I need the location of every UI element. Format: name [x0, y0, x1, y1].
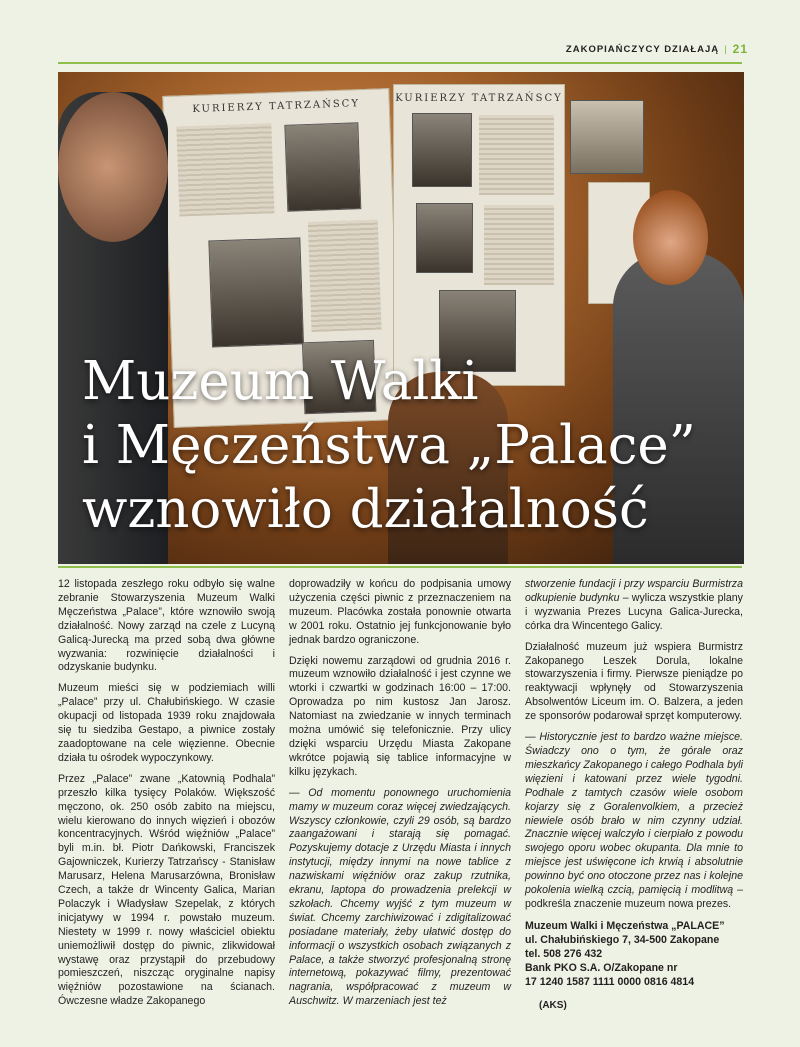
- quote-paragraph: — Od momentu ponownego uruchomienia mamy w muzeum coraz więcej zwiedzających. Wszyscy członkowie, czyli 29 osób, są bardzo zaangażowani i starają się pomagać. Pozyskujemy dotacje z Urzędu Miasta i innych instytucji, między innymi na nowe tablice z nazwiskami więźniów oraz zakup rzutnika, ekranu, laptopa do prowadzenia prelekcji w szkołach. Chcemy wyjść z tym muzeum w świat. Chcemy zarchiwizować i zdigitalizować posiadane materiały, żeby ułatwić dostęp do informacji o wszystkich osobach związanych z Palace, a także stworzyć profesjonalną stronę internetową, pokazywać filmy, prezentować nagrania, współpracować z muzeum w Auschwitz. W marzeniach jest też: [289, 786, 511, 1008]
- title-line-2: i Męczeństwa „Palace”: [82, 415, 696, 476]
- board-left-title: KURIERZY TATRZAŃSCY: [192, 98, 361, 116]
- paragraph: Działalność muzeum już wspiera Burmistrz Zakopanego Leszek Dorula, lokalne stowarzyszenia i firmy. Pierwsze pieniądze po reaktywacji wpłynęły od Stowarzyszenia Absolwentów Liceum im. O. Balzera, a jeden ze sponsorów podarował sprzęt komputerowy.: [525, 640, 743, 723]
- board-right-text: [479, 115, 554, 195]
- article-title: [82, 350, 722, 542]
- attribution-text: – podkreśla znaczenie muzeum nowa prezes.: [525, 884, 743, 910]
- title-line-1: Muzeum Walki: [82, 351, 479, 412]
- board-right-title: KURIERZY TATRZAŃSCY: [395, 93, 563, 104]
- exhibit-board-right: [393, 84, 565, 386]
- article-column-2: [289, 578, 511, 1016]
- photo-rule: [58, 566, 742, 568]
- article-column-3: [525, 578, 743, 1013]
- man-head: [58, 92, 168, 242]
- section-title: ZAKOPIAŃCZYCY DZIAŁAJĄ: [565, 43, 720, 55]
- paragraph: Przez „Palace” zwane „Katownią Podhala” przeszło kilka tysięcy Polaków. Większość męczono, ok. 250 osób zabito na miejscu, wielu kierowano do innych więzień i obozów koncentracyjnych. Wśród więźniów „Palace” byli m.in. bł. Piotr Dańkowski, Franciszek Gajowniczek, Kurierzy Tatrzańscy - Stanisław Marusarz, Helena Marusarzówna, Bronisław Czech, a także dr Wincenty Galica, Marian Polaczyk i Władysław Szepelak, z których inicjatywy w 1994 r. powstało muzeum. Niestety w 1999 r. nowy właściciel obiektu uniemożliwił dostęp do piwnic, zlikwidował wystawę oraz przystąpił do przebudowy pomieszczeń, niszcząc oryginalne napisy więźniów pozostawione na ścianach. Ówczesne władze Zakopanego: [58, 772, 275, 1008]
- paragraph: Muzeum mieści się w podziemiach willi „Palace” przy ul. Chałubińskiego. W czasie okupacji od listopada 1939 roku znajdowała się tu siedziba Gestapo, a piwnice zostały zaadoptowane na cele więzienne. Obecnie działa tu ośrodek wypoczynkowy.: [58, 682, 275, 764]
- page-number: 21: [732, 42, 748, 56]
- article-column-1: [58, 578, 275, 1016]
- board-right-text-2: [484, 205, 554, 285]
- contact-phone: tel. 508 276 432: [525, 947, 603, 960]
- contact-account: 17 1240 1587 1111 0000 0816 4814: [525, 975, 695, 988]
- board-left-text: [176, 123, 274, 216]
- portrait-2: [208, 237, 304, 347]
- woman-head: [633, 190, 708, 285]
- paragraph: 12 listopada zeszłego roku odbyło się walne zebranie Stowarzyszenia Muzeum Walki Męczeństwa „Palace”, które wznowiło swoją działalność. Nowy zarząd na czele z Lucyną Galicą-Jurecką ma przed sobą dwa główne wyzwania: rozwinięcie działalności i odzyskanie budynku.: [58, 578, 275, 674]
- contact-address: ul. Chałubińskiego 7, 34-500 Zakopane: [525, 933, 720, 946]
- contact-name: Muzeum Walki i Męczeństwa „PALACE”: [525, 919, 725, 932]
- page-header: [566, 42, 748, 56]
- framed-photo: [570, 100, 644, 174]
- paragraph: [525, 578, 743, 634]
- portrait-4: [412, 113, 472, 187]
- title-line-3: wznowiło działalność: [82, 479, 649, 540]
- contact-bank: Bank PKO S.A. O/Zakopane nr: [525, 961, 678, 974]
- top-rule: [58, 62, 742, 64]
- paragraph: doprowadziły w końcu do podpisania umowy użyczenia części piwnic z przeznaczeniem na muzeum. Placówka została ponownie otwarta w 2001 roku. Ostatnio jej funkcjonowanie było jednak bardzo ograniczone.: [289, 578, 511, 646]
- paragraph: [525, 731, 743, 912]
- quote-text: — Historycznie jest to bardzo ważne miejsce. Świadczy ono o tym, że górale oraz mieszkańcy Zakopanego i całego Podhala byli więzieni i katowani przez wiele tygodni. Podhale z tamtych czasów wiele osobom kojarzy się z Goralenvolkiem, a przecież niewiele osób brało w nim czynny udział. Znacznie więcej walczyło i cierpiało z powodu swojego oporu wobec okupanta. Dla mnie to miejsce jest uświęcone ich krwią i absolutnie powinno być ono otoczone przez nas i kolejne pokolenia wielką czcią, pamięcią i modlitwą: [525, 731, 743, 897]
- contact-block: [525, 919, 743, 989]
- header-divider: |: [724, 43, 728, 55]
- quote-text: stworzenie fundacji i przy wsparciu Burmistrza odkupienie budynku: [525, 578, 743, 604]
- paragraph: Dzięki nowemu zarządowi od grudnia 2016 r. muzeum wznowiło działalność i jest czynne we wtorki i czwartki w godzinach 16:00 – 17:00. Oprowadza po nim kustosz Jan Jarosz. Natomiast na zwiedzanie w innych terminach można umówić się telefonicznie. Przy ulicy dzięki wsparciu Urzędu Miasta Zakopane wkrótce pojawią się tablice informacyjne w kilku językach.: [289, 654, 511, 778]
- author-signature: (AKS): [539, 999, 567, 1011]
- attribution-text: – wylicza wszystkie plany i wyzwania Prezes Lucyna Galica-Jurecka, córka dra Wincentego Galicy.: [525, 591, 743, 632]
- board-left-text-2: [308, 220, 382, 332]
- portrait-1: [284, 122, 361, 212]
- portrait-5: [416, 203, 473, 273]
